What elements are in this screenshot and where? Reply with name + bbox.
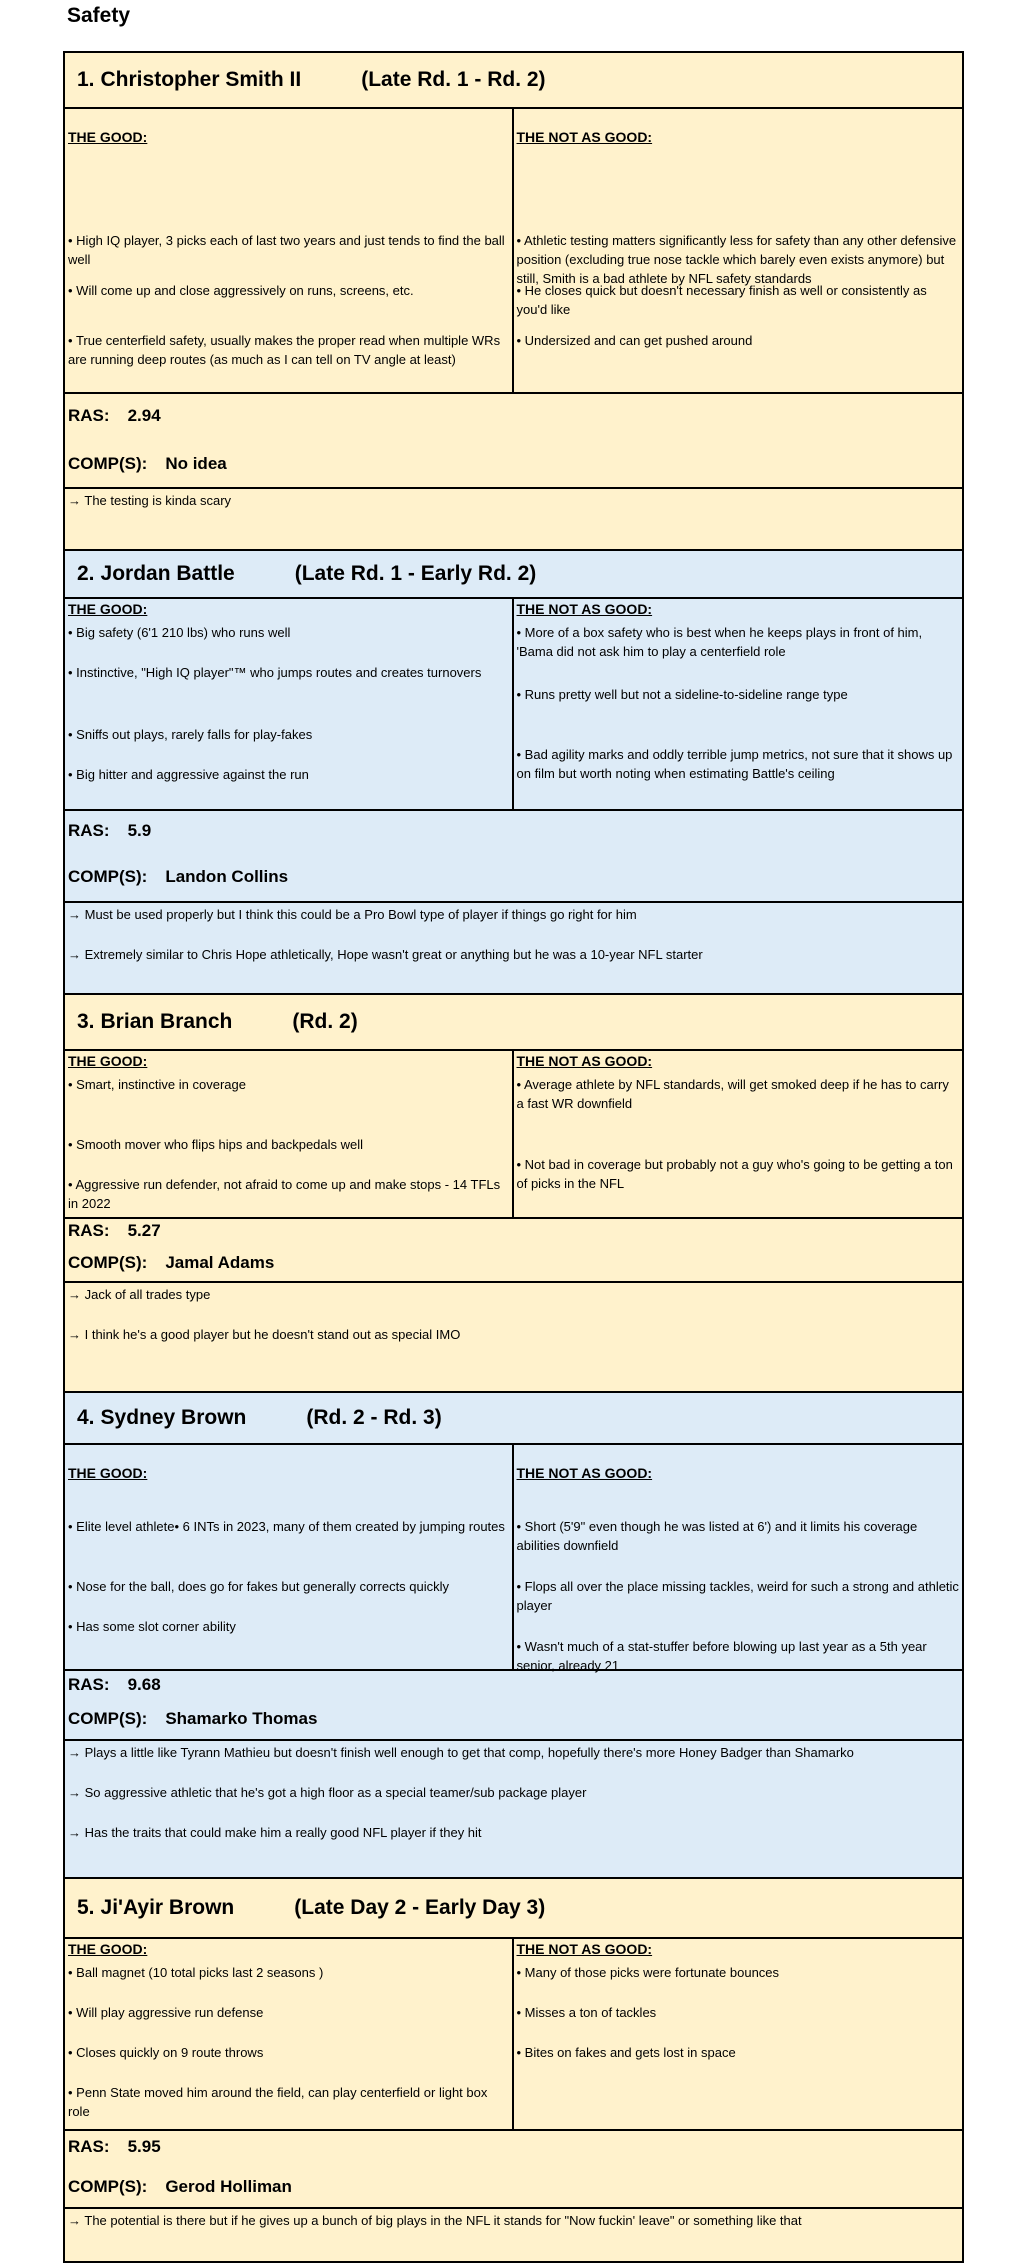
comps-label: COMP(S): — [68, 1709, 148, 1728]
good-bad-columns — [65, 1939, 962, 2131]
bullet-icon: • — [516, 747, 525, 762]
good-column — [65, 109, 514, 392]
bullet-text: Closes quickly on 9 route throws — [76, 2045, 264, 2060]
not-good-column — [514, 1445, 963, 1673]
bullet-icon: • — [516, 1519, 525, 1534]
bullet-icon: • — [516, 283, 525, 298]
player-header — [65, 995, 962, 1051]
ras-score — [68, 1221, 161, 1241]
column-title: THE GOOD: — [68, 601, 148, 617]
good-column — [65, 1939, 514, 2129]
ras-value: 5.9 — [127, 821, 152, 840]
player-header — [65, 551, 962, 599]
notes-box — [65, 1283, 962, 1391]
column-title: THE GOOD: — [68, 1465, 148, 1481]
comps-value: No idea — [165, 454, 227, 473]
column-title: THE GOOD: — [68, 1941, 148, 1957]
comps-value: Landon Collins — [165, 867, 289, 886]
bullet-text: Aggressive run defender, not afraid to come up and make stops - 14 TFLs in 2022 — [68, 1177, 501, 1211]
bullet-icon: • — [516, 625, 525, 640]
bullet-text: Nose for the ball, does go for fakes but generally corrects quickly — [76, 1579, 450, 1594]
player-name: Ji'Ayir Brown — [100, 1896, 235, 1919]
ras-score — [68, 821, 151, 841]
bullet-point — [68, 663, 509, 682]
ras-comps-box — [65, 394, 962, 489]
bullet-text: Runs pretty well but not a sideline-to-sideline range type — [524, 687, 848, 702]
bullet-text: Wasn't much of a stat-stuffer before blowing up last year as a 5th year senior, already 21 — [516, 1639, 927, 1673]
good-bad-columns — [65, 599, 962, 811]
ras-value: 2.94 — [127, 406, 161, 425]
bullet-icon: • — [68, 2005, 77, 2020]
bullet-point — [68, 623, 509, 642]
bullet-icon: • — [516, 687, 525, 702]
bullet-text: Will play aggressive run defense — [76, 2005, 264, 2020]
ras-label: RAS: — [68, 1221, 110, 1240]
bullet-text: Smooth mover who flips hips and backpedals well — [76, 1137, 364, 1152]
bullet-point — [517, 1155, 960, 1193]
bullet-text: Will come up and close aggressively on runs, screens, etc. — [76, 283, 414, 298]
notes-box — [65, 489, 962, 549]
ras-value: 9.68 — [127, 1675, 161, 1694]
player-comps — [68, 1253, 274, 1273]
bullet-point — [68, 725, 509, 744]
bullet-icon: • — [516, 1077, 524, 1092]
bullet-point — [68, 1617, 509, 1636]
ras-score — [68, 2137, 161, 2157]
bullet-icon: • — [68, 727, 77, 742]
comps-value: Shamarko Thomas — [165, 1709, 318, 1728]
bullet-icon: • — [516, 333, 525, 348]
player-name: Christopher Smith II — [100, 68, 302, 91]
bullet-text: Elite level athlete• 6 INTs in 2023, many of them created by jumping routes — [76, 1519, 505, 1534]
notes-box — [65, 1741, 962, 1877]
player-rank: 3. — [77, 1010, 95, 1033]
good-bad-columns — [65, 109, 962, 394]
ras-comps-box — [65, 1219, 962, 1283]
bullet-text: Flops all over the place missing tackles, weird for such a strong and athletic player — [516, 1579, 959, 1613]
player-card — [63, 1391, 964, 1877]
bullet-text: Bad agility marks and oddly terrible jump metrics, not sure that it shows up on film but worth noting when estimating Battle's ceiling — [516, 747, 953, 781]
notes-box — [65, 903, 962, 993]
bullet-icon: • — [68, 767, 77, 782]
player-comps — [68, 454, 227, 474]
comps-label: COMP(S): — [68, 1253, 148, 1272]
bullet-text: Bites on fakes and gets lost in space — [524, 2045, 736, 2060]
player-name: Sydney Brown — [100, 1406, 247, 1429]
bullet-icon: • — [516, 2045, 525, 2060]
bullet-point — [517, 331, 960, 350]
bullet-icon: • — [68, 1137, 77, 1152]
bullet-point — [517, 623, 960, 661]
bullet-point — [517, 685, 960, 704]
bullet-point — [68, 281, 509, 300]
note: → So aggressive athletic that he's got a high floor as a special teamer/sub package player — [68, 1785, 587, 1800]
bullet-icon: • — [68, 2085, 77, 2100]
comps-label: COMP(S): — [68, 867, 148, 886]
bullet-icon: • — [516, 1157, 525, 1172]
bullet-point — [68, 1075, 509, 1094]
bullet-text: Misses a ton of tackles — [524, 2005, 657, 2020]
bullet-point — [517, 2043, 960, 2062]
bullet-point — [68, 2043, 509, 2062]
note: → I think he's a good player but he doesn't stand out as special IMO — [68, 1327, 461, 1342]
column-title: THE GOOD: — [68, 129, 148, 145]
bullet-text: Many of those picks were fortunate bounces — [524, 1965, 780, 1980]
bullet-point — [68, 765, 509, 784]
good-bad-columns — [65, 1445, 962, 1671]
note: → Jack of all trades type — [68, 1287, 211, 1302]
bullet-icon: • — [68, 1579, 77, 1594]
bullet-point — [68, 1175, 509, 1213]
bullet-point — [517, 1637, 960, 1675]
bullet-text: Ball magnet (10 total picks last 2 seasons ) — [76, 1965, 324, 1980]
note: → Must be used properly but I think this could be a Pro Bowl type of player if things go right for him — [68, 907, 637, 922]
player-name: Brian Branch — [100, 1010, 233, 1033]
not-good-column — [514, 1051, 963, 1217]
ras-score — [68, 406, 161, 426]
not-good-column — [514, 1939, 963, 2129]
player-comps — [68, 867, 288, 887]
bullet-icon: • — [516, 1965, 525, 1980]
bullet-point — [68, 331, 509, 369]
ras-comps-box — [65, 2131, 962, 2209]
note: → Has the traits that could make him a really good NFL player if they hit — [68, 1825, 482, 1840]
ras-label: RAS: — [68, 2137, 110, 2156]
bullet-icon: • — [516, 2005, 525, 2020]
bullet-point — [517, 281, 960, 319]
ras-label: RAS: — [68, 406, 110, 425]
player-card — [63, 993, 964, 1391]
bullet-icon: • — [68, 233, 77, 248]
bullet-icon: • — [68, 1619, 77, 1634]
player-header — [65, 1393, 962, 1445]
bullet-text: Athletic testing matters significantly less for safety than any other defensive position (excluding true nose tackle which barely even exists anymore) but still, Smith is a bad athlete by NFL safety standards — [516, 233, 957, 286]
bullet-point — [68, 2083, 509, 2121]
bullet-point — [68, 231, 509, 269]
bullet-icon: • — [68, 333, 76, 348]
bullet-point — [68, 1577, 509, 1596]
bullet-text: Big hitter and aggressive against the run — [76, 767, 309, 782]
bullet-point — [68, 1135, 509, 1154]
page-title: Safety — [67, 4, 131, 27]
column-title: THE NOT AS GOOD: — [516, 1465, 653, 1481]
note: → Plays a little like Tyrann Mathieu but doesn't finish well enough to get that comp, hopefully there's more Honey Badger than Shamarko — [68, 1745, 854, 1760]
ras-score — [68, 1675, 161, 1695]
bullet-text: Has some slot corner ability — [76, 1619, 236, 1634]
bullet-text: Instinctive, "High IQ player"™ who jumps routes and creates turnovers — [76, 665, 482, 680]
bullet-point — [517, 1517, 960, 1555]
bullet-text: Not bad in coverage but probably not a guy who's going to be getting a ton of picks in the NFL — [516, 1157, 953, 1191]
bullet-text: High IQ player, 3 picks each of last two years and just tends to find the ball well — [68, 233, 505, 267]
player-card — [63, 51, 964, 549]
draft-round-projection: (Rd. 2 - Rd. 3) — [306, 1406, 442, 1429]
ras-value: 5.95 — [127, 2137, 161, 2156]
bullet-text: True centerfield safety, usually makes the proper read when multiple WRs are running deep routes (as much as I can tell on TV angle at least) — [68, 333, 501, 367]
bullet-text: Big safety (6'1 210 lbs) who runs well — [76, 625, 291, 640]
not-good-column — [514, 599, 963, 809]
good-column — [65, 1051, 514, 1217]
bullet-text: More of a box safety who is best when he keeps plays in front of him, 'Bama did not ask him to play a centerfield role — [516, 625, 923, 659]
column-title: THE NOT AS GOOD: — [516, 1053, 653, 1069]
bullet-text: Sniffs out plays, rarely falls for play-fakes — [76, 727, 313, 742]
bullet-icon: • — [516, 1579, 525, 1594]
good-column — [65, 1445, 514, 1669]
bullet-icon: • — [68, 625, 77, 640]
column-title: THE NOT AS GOOD: — [516, 129, 653, 145]
bullet-point — [517, 745, 960, 783]
player-card — [63, 1877, 964, 2263]
bullet-point — [517, 231, 960, 288]
bullet-text: Penn State moved him around the field, can play centerfield or light box role — [68, 2085, 488, 2119]
comps-label: COMP(S): — [68, 2177, 148, 2196]
note: → Extremely similar to Chris Hope athletically, Hope wasn't great or anything but he was a 10-year NFL starter — [68, 947, 703, 962]
bullet-point — [517, 1963, 960, 1982]
column-title: THE NOT AS GOOD: — [516, 1941, 653, 1957]
bullet-icon: • — [516, 1639, 525, 1654]
bullet-icon: • — [68, 1965, 77, 1980]
bullet-point — [68, 1517, 509, 1536]
draft-round-projection: (Rd. 2) — [292, 1010, 358, 1033]
good-column — [65, 599, 514, 809]
good-bad-columns — [65, 1051, 962, 1219]
comps-value: Gerod Holliman — [165, 2177, 292, 2196]
comps-value: Jamal Adams — [165, 1253, 275, 1272]
note: → The testing is kinda scary — [68, 493, 232, 508]
player-rank: 2. — [77, 562, 95, 585]
notes-box — [65, 2209, 962, 2261]
player-header — [65, 1879, 962, 1939]
bullet-point — [517, 1075, 960, 1113]
player-comps — [68, 1709, 317, 1729]
bullet-icon: • — [516, 233, 524, 248]
note: → The potential is there but if he gives up a bunch of big plays in the NFL it stands for "Now fuckin' leave" or something like that — [68, 2213, 802, 2228]
draft-round-projection: (Late Rd. 1 - Early Rd. 2) — [294, 562, 537, 585]
bullet-text: Average athlete by NFL standards, will get smoked deep if he has to carry a fast WR downfield — [516, 1077, 949, 1111]
bullet-text: Undersized and can get pushed around — [524, 333, 753, 348]
player-comps — [68, 2177, 292, 2197]
not-good-column — [514, 109, 963, 392]
column-title: THE GOOD: — [68, 1053, 148, 1069]
ras-comps-box — [65, 811, 962, 903]
bullet-text: Short (5'9" even though he was listed at 6') and it limits his coverage abilities downfield — [516, 1519, 918, 1553]
bullet-icon: • — [68, 1077, 77, 1092]
player-list — [63, 51, 964, 2263]
bullet-icon: • — [68, 1177, 76, 1192]
player-header — [65, 53, 962, 109]
bullet-text: Smart, instinctive in coverage — [76, 1077, 246, 1092]
bullet-point — [517, 1577, 960, 1615]
ras-comps-box — [65, 1671, 962, 1741]
player-name: Jordan Battle — [100, 562, 235, 585]
bullet-icon: • — [68, 283, 77, 298]
bullet-point — [68, 2003, 509, 2022]
comps-label: COMP(S): — [68, 454, 148, 473]
player-rank: 4. — [77, 1406, 95, 1429]
draft-round-projection: (Late Day 2 - Early Day 3) — [294, 1896, 546, 1919]
bullet-icon: • — [68, 1519, 77, 1534]
bullet-point — [68, 1963, 509, 1982]
bullet-point — [517, 2003, 960, 2022]
bullet-text: He closes quick but doesn't necessary finish as well or consistently as you'd like — [516, 283, 927, 317]
player-card — [63, 549, 964, 993]
draft-round-projection: (Late Rd. 1 - Rd. 2) — [361, 68, 546, 91]
ras-label: RAS: — [68, 1675, 110, 1694]
player-rank: 1. — [77, 68, 95, 91]
ras-value: 5.27 — [127, 1221, 161, 1240]
bullet-icon: • — [68, 2045, 77, 2060]
bullet-icon: • — [68, 665, 77, 680]
player-rank: 5. — [77, 1896, 95, 1919]
ras-label: RAS: — [68, 821, 110, 840]
column-title: THE NOT AS GOOD: — [516, 601, 653, 617]
